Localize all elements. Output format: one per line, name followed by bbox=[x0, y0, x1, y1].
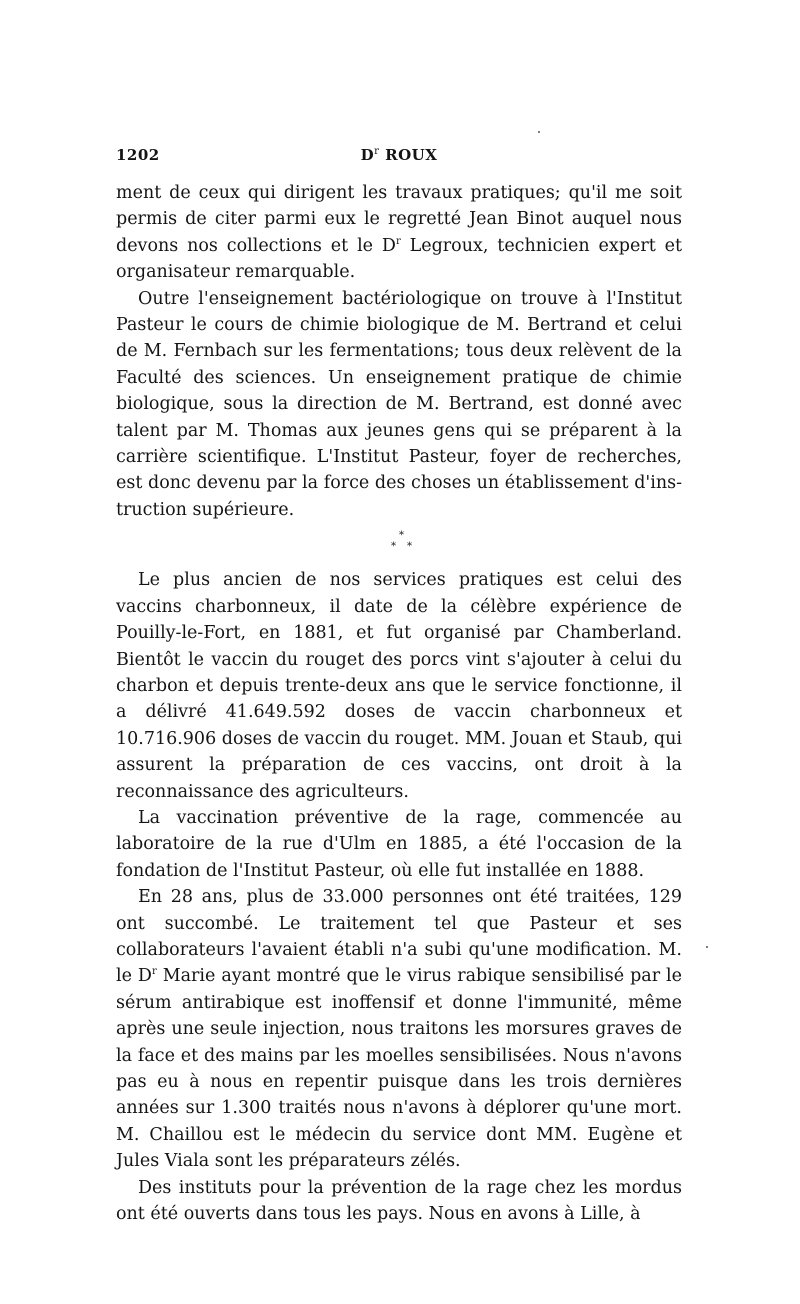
paragraph-1-superscript: r bbox=[395, 235, 401, 247]
section-asterism bbox=[116, 523, 682, 567]
paragraph-1 bbox=[116, 180, 682, 286]
scan-speck bbox=[706, 946, 708, 948]
running-head-title-prefix: D bbox=[360, 146, 375, 164]
asterism-star-right: * bbox=[407, 541, 412, 553]
running-head bbox=[116, 146, 682, 164]
paragraph-6: Des instituts pour la prévention de la rage chez les mordus ont été ouverts dans tous les pays. Nous en avons à Lille, à bbox=[116, 1177, 682, 1225]
asterism-star-left: * bbox=[391, 541, 396, 553]
paragraph-1-part-a: ment de ceux qui dirigent les travaux pratiques; qu'il me soit permis de citer parmi eux le regretté Jean Binot auquel nous devons nos collections et le D bbox=[116, 183, 682, 256]
running-head-superscript: r bbox=[374, 146, 380, 157]
paragraph-4: La vaccination préventive de la rage, commencée au laboratoire de la rue d'Ulm en 1885, a été l'occasion de la fondation de l'Institut Pasteur, où elle fut installée en 1888. bbox=[116, 807, 682, 881]
scan-speck bbox=[538, 131, 540, 133]
running-head-author: ROUX bbox=[385, 146, 438, 164]
paragraph-5-superscript: r bbox=[151, 966, 157, 978]
paragraph-1-part-b: Legroux, technicien expert et organisateur remarquable. bbox=[116, 235, 683, 283]
body-text bbox=[116, 180, 682, 1227]
paragraph-5 bbox=[116, 884, 682, 1174]
page-number: 1202 bbox=[116, 146, 160, 164]
paragraph-3: Le plus ancien de nos services pratiques est celui des vaccins charbonneux, il date de la célèbre expérience de Pouilly-le-Fort, en 1881, et fut organisé par Chamberland. Bientôt le vaccin du rouget des porcs vint s'ajouter à celui du charbon et depuis trente-deux ans que le service fonctionne, il a délivré 41.649.592 doses de vaccin charbonneux et 10.716.906 doses de vaccin du rouget. MM. Jouan et Staub, qui assurent la préparation de ces vaccins, ont droit à la reconnaissance des agriculteurs. bbox=[116, 570, 682, 802]
page-header bbox=[116, 146, 682, 168]
paragraph-5-part-a: En 28 ans, plus de 33.000 personnes ont été traitées, 129 ont succombé. Le traitement tel que Pasteur et ses collaborateurs l'avaient établi n'a subi qu'une modification. M. le D bbox=[116, 887, 682, 987]
asterism-star-top: * bbox=[399, 530, 404, 542]
paragraph-2: Outre l'enseignement bactériologique on trouve à l'Institut Pasteur le cours de chimie biologique de M. Bertrand et celui de M. Fernbach sur les fermentations; tous deux relèvent de la Faculté des sciences. Un enseignement pratique de chimie biologique, sous la direction de M. Bertrand, est donné avec talent par M. Thomas aux jeunes gens qui se préparent à la carrière scientifique. L'Institut Pasteur, foyer de recherches, est donc devenu par la force des choses un établissement d'ins-truction supérieure. bbox=[116, 288, 682, 520]
paragraph-5-part-b: Marie ayant montré que le virus rabique sensibilisé par le sérum antirabique est inoffensif et donne l'immunité, même après une seule injection, nous traitons les morsures graves de la face et des mains par les moelles sensibilisées. Nous n'avons pas eu à nous en repentir puisque dans les trois dernières années sur 1.300 traités nous n'avons à déplorer qu'une mort. M. Chaillou est le médecin du service dont MM. Eugène et Jules Viala sont les préparateurs zélés. bbox=[116, 966, 683, 1172]
